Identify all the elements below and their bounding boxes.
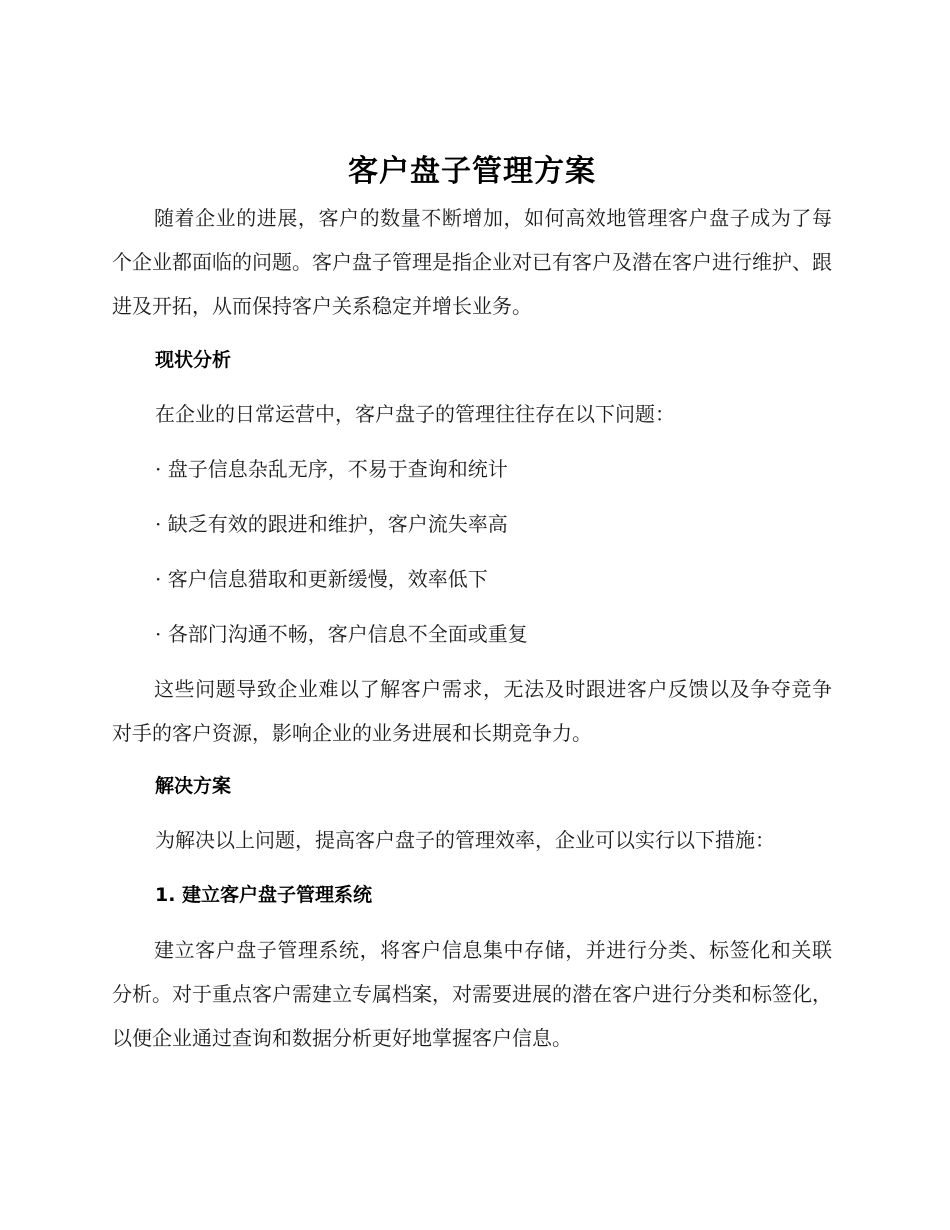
list-item: · 缺乏有效的跟进和维护，客户流失率高 [155, 512, 508, 536]
list-item: · 客户信息猎取和更新缓慢，效率低下 [155, 567, 488, 591]
solution-lead-text: 为解决以上问题，提高客户盘子的管理效率，企业可以实行以下措施： [155, 828, 775, 852]
list-item: · 各部门沟通不畅，客户信息不全面或重复 [155, 622, 528, 646]
intro-paragraph: 随着企业的进展，客户的数量不断增加，如何高效地管理客户盘子成为了每个企业都面临的问题。客户盘子管理是指企业对已有客户及潜在客户进行维护、跟进及开拓，从而保持客户关系稳定并增长业务。 [112, 206, 832, 318]
status-summary-paragraph: 这些问题导致企业难以了解客户需求，无法及时跟进客户反馈以及争夺竞争对手的客户资源，影响企业的业务进展和长期竞争力。 [112, 677, 832, 745]
subsection-heading-system: 1. 建立客户盘子管理系统 [155, 884, 373, 906]
document-title: 客户盘子管理方案 [348, 154, 596, 189]
section-heading-status: 现状分析 [155, 349, 232, 371]
system-paragraph: 建立客户盘子管理系统，将客户信息集中存储，并进行分类、标签化和关联分析。对于重点客户需建立专属档案，对需要进展的潜在客户进行分类和标签化，以便企业通过查询和数据分析更好地掌握客户信息。 [112, 938, 832, 1050]
section-heading-solution: 解决方案 [155, 775, 232, 797]
list-item: · 盘子信息杂乱无序，不易于查询和统计 [155, 457, 508, 481]
status-lead-text: 在企业的日常运营中，客户盘子的管理往往存在以下问题： [155, 402, 675, 426]
